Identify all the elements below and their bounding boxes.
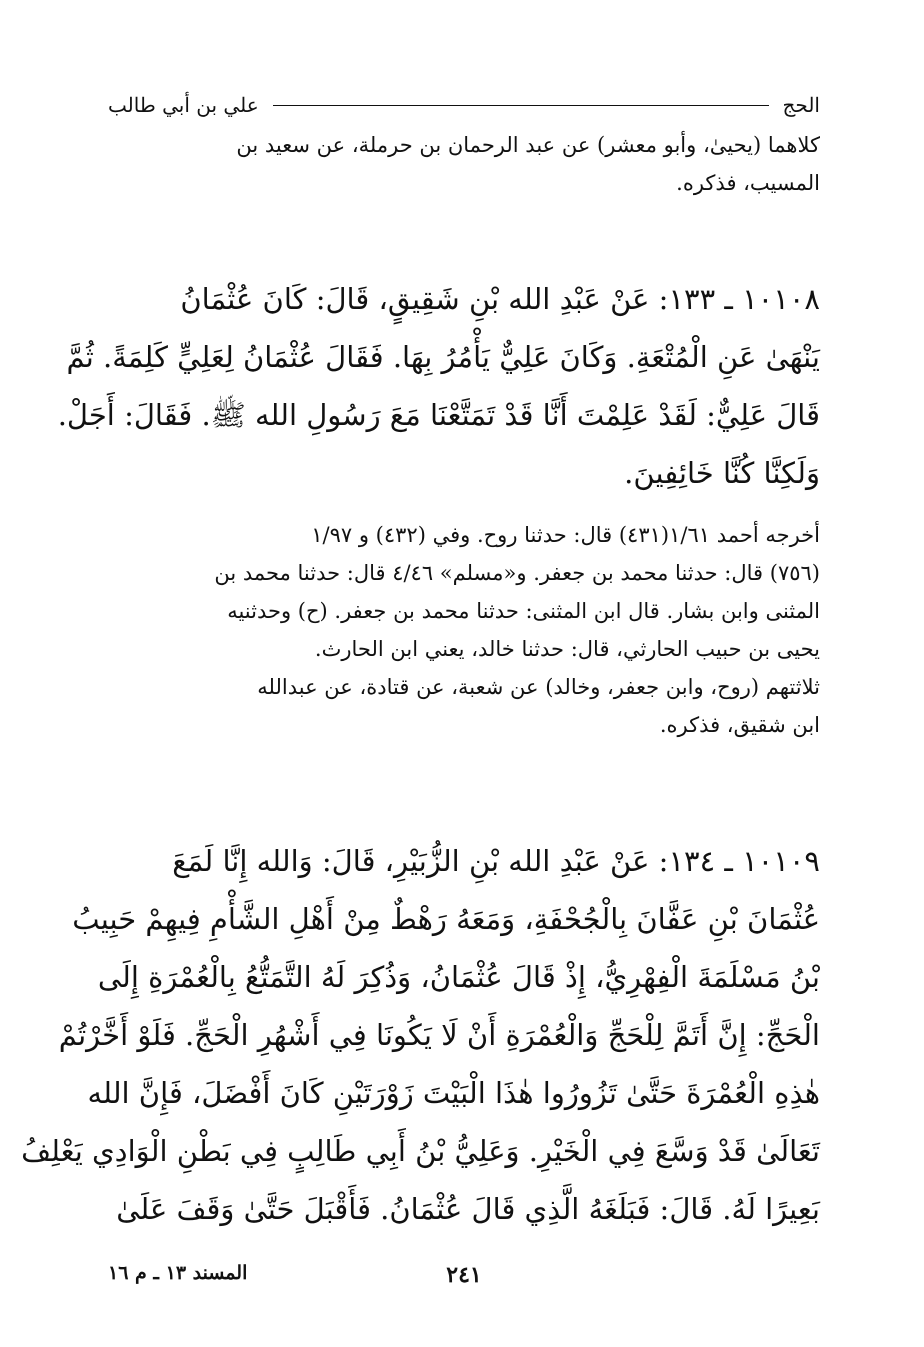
text-line: هٰذِهِ الْعُمْرَةَ حَتَّىٰ تَزُورُوا هٰذَا الْبَيْتَ زَوْرَتَيْنِ كَانَ أَفْضَلَ، فَإِنَّ الله — [87, 1076, 820, 1110]
text-line: قَالَ عَلِيٌّ: لَقَدْ عَلِمْتَ أَنَّا قَدْ تَمَتَّعْنَا مَعَ رَسُولِ الله ﷺ. فَقَالَ: أَجَلْ. — [57, 398, 820, 432]
header-chapter-title: الحج — [782, 93, 820, 117]
hadith-10108 — [57, 270, 820, 502]
text-line: عُثْمَانَ بْنِ عَفَّانَ بِالْجُحْفَةِ، وَمَعَهُ رَهْطٌ مِنْ أَهْلِ الشَّأْمِ فِيهِمْ حَبِيبُ — [72, 902, 820, 936]
header-rule — [273, 105, 769, 106]
hadith-10109 — [21, 832, 820, 1238]
text-line: الْحَجِّ: إِنَّ أَتَمَّ لِلْحَجِّ وَالْعُمْرَةِ أَنْ لَا يَكُونَا فِي أَشْهُرِ الْحَجِّ. فَلَوْ أَخَّرْتُمْ — [58, 1018, 820, 1052]
printer-signature: المسند ١٣ ـ م ١٦ — [108, 1262, 248, 1284]
citation-tail — [108, 126, 820, 202]
text-line: ابن شقيق، فذكره. — [659, 713, 820, 737]
text-line: ثلاثتهم (روح، وابن جعفر، وخالد) عن شعبة، عن قتادة، عن عبدالله — [257, 675, 820, 699]
text-line: المسيب، فذكره. — [676, 171, 820, 195]
text-line: بْنُ مَسْلَمَةَ الْفِهْرِيُّ، إِذْ قَالَ عُثْمَانُ، وَذُكِرَ لَهُ التَّمَتُّعُ بِالْعُمْرَةِ إِلَى — [97, 960, 820, 994]
text-line: المثنى وابن بشار. قال ابن المثنى: حدثنا محمد بن جعفر. (ح) وحدثنيه — [227, 599, 820, 623]
text-line: كلاهما (يحيىٰ، وأبو معشر) عن عبد الرحمان بن حرملة، عن سعيد بن — [236, 133, 820, 157]
page-footer — [108, 1262, 820, 1296]
text-line: يحيى بن حبيب الحارثي، قال: حدثنا خالد، يعني ابن الحارث. — [314, 637, 820, 661]
page-number: ٢٤١ — [446, 1262, 482, 1288]
text-line: بَعِيرًا لَهُ. قَالَ: فَبَلَغَهُ الَّذِي قَالَ عُثْمَانُ. فَأَقْبَلَ حَتَّىٰ وَقَفَ عَلَىٰ — [116, 1192, 820, 1226]
text-line: (٧٥٦) قال: حدثنا محمد بن جعفر. و«مسلم» ٤/٤٦ قال: حدثنا محمد بن — [214, 561, 820, 585]
takhrij-10108 — [108, 516, 820, 744]
running-header — [108, 88, 820, 122]
text-line: يَنْهَىٰ عَنِ الْمُتْعَةِ. وَكَانَ عَلِيٌّ يَأْمُرُ بِهَا. فَقَالَ عُثْمَانُ لِعَلِيٍّ كَلِمَةً. ثُمَّ — [66, 340, 820, 374]
text-line: ١٠١٠٨ ـ ١٣٣: عَنْ عَبْدِ الله بْنِ شَقِيقٍ، قَالَ: كَانَ عُثْمَانُ — [180, 282, 820, 316]
text-line: تَعَالَىٰ قَدْ وَسَّعَ فِي الْخَيْرِ. وَعَلِيُّ بْنُ أَبِي طَالِبٍ فِي بَطْنِ الْوَادِي يَعْلِفُ — [21, 1134, 820, 1168]
text-line: ١٠١٠٩ ـ ١٣٤: عَنْ عَبْدِ الله بْنِ الزُّبَيْرِ، قَالَ: وَالله إِنَّا لَمَعَ — [172, 844, 820, 878]
text-line: وَلَكِنَّا كُنَّا خَائِفِينَ. — [624, 456, 820, 490]
text-line: أخرجه أحمد ١/٦١(٤٣١) قال: حدثنا روح. وفي (٤٣٢) و ١/٩٧ — [311, 523, 820, 547]
header-section-title: علي بن أبي طالب — [108, 93, 259, 117]
